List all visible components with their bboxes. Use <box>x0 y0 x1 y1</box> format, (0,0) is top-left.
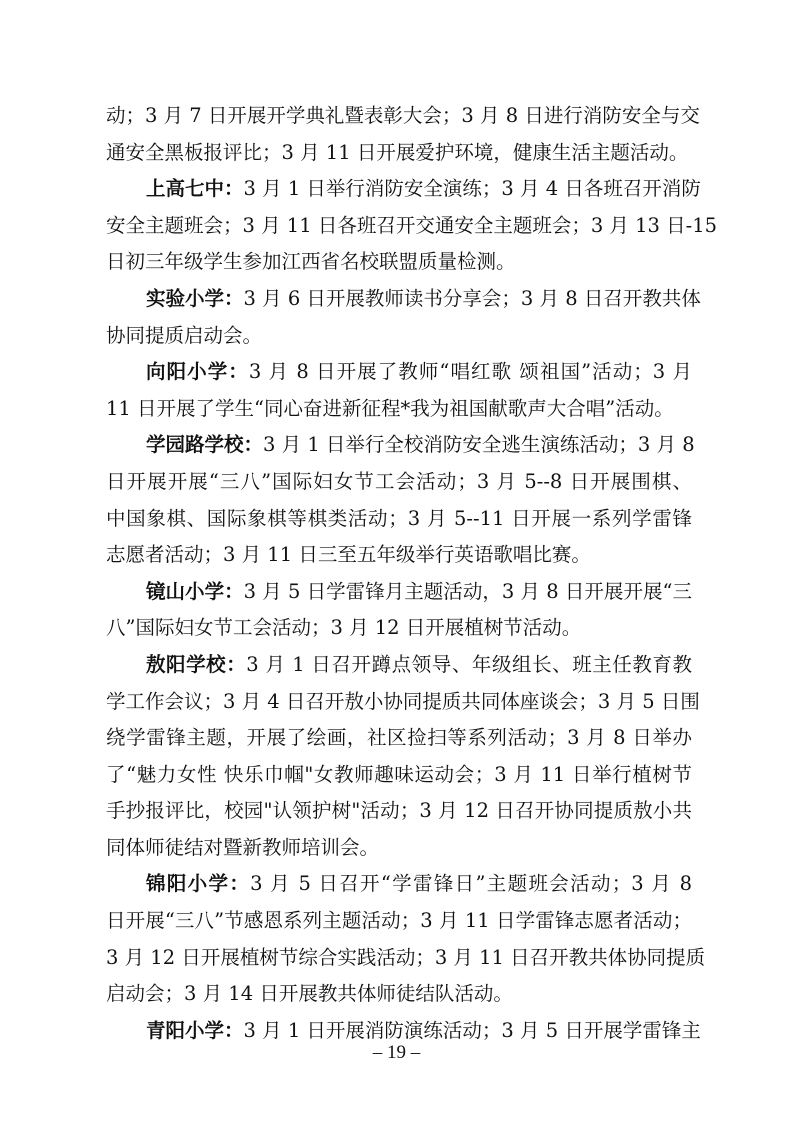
text-line <box>106 98 700 135</box>
text-line <box>106 354 692 391</box>
text-line <box>106 427 695 464</box>
text-line <box>106 684 700 721</box>
line-text: 了“魅力女性 快乐巾帼"女教师趣味运动会；3 月 11 日举行植树节 <box>106 762 692 786</box>
line-text: 3 月 1 日举行消防安全演练；3 月 4 日各班召开消防 <box>243 177 701 201</box>
line-text: 日开展“三八”节感恩系列主题活动；3 月 11 日学雷锋志愿者活动； <box>106 909 692 933</box>
school-name: 实验小学： <box>146 286 244 310</box>
line-text: 同体师徒结对暨新教师培训会。 <box>106 835 380 859</box>
text-line <box>106 391 692 428</box>
text-line <box>106 464 692 501</box>
text-line <box>106 318 692 355</box>
line-text: 通安全黑板报评比；3 月 11 日开展爱护环境，健康生活主题活动。 <box>106 140 689 164</box>
text-line <box>106 171 701 208</box>
text-line <box>106 208 718 245</box>
line-text: 中国象棋、国际象棋等棋类活动；3 月 5--11 日开展一系列学雷锋 <box>106 506 692 530</box>
line-text: 日开展开展“三八”国际妇女节工会活动；3 月 5--8 日开展围棋、 <box>106 469 692 493</box>
line-text: 启动会；3 月 14 日开展教共体师徒结队活动。 <box>106 982 513 1006</box>
line-text: 3 月 12 日开展植树节综合实践活动；3 月 11 日召开教共体协同提质 <box>106 945 706 969</box>
line-text: 3 月 8 日开展了教师“唱红歌 颂祖国”活动；3 月 <box>248 360 692 384</box>
line-text: 3 月 1 日召开蹲点领导、年级组长、班主任教育教 <box>246 652 692 676</box>
text-line <box>106 866 692 903</box>
line-text: 3 月 5 日召开“学雷锋日”主题班会活动；3 月 8 <box>250 872 692 896</box>
line-text: 安全主题班会；3 月 11 日各班召开交通安全主题班会；3 月 13 日-15 <box>106 213 718 237</box>
line-text: 3 月 6 日开展教师读书分享会；3 月 8 日召开教共体 <box>243 286 701 310</box>
body-text <box>106 98 718 1049</box>
line-text: 3 月 5 日学雷锋月主题活动，3 月 8 日开展开展“三 <box>243 579 692 603</box>
line-text: 3 月 1 日举行全校消防安全逃生演练活动；3 月 8 <box>263 433 695 457</box>
line-text: 3 月 1 日开展消防演练活动；3 月 5 日开展学雷锋主 <box>243 1018 701 1042</box>
text-line <box>106 610 692 647</box>
school-name: 学园路学校： <box>146 433 264 457</box>
line-text: 协同提质启动会。 <box>106 323 263 347</box>
line-text: 11 日开展了学生“同心奋进新征程*我为祖国献歌声大合唱”活动。 <box>106 396 674 420</box>
page-number: – 19 – <box>372 1042 421 1063</box>
line-text: 学工作会议；3 月 4 日召开敖小协同提质共同体座谈会；3 月 5 日围 <box>106 689 700 713</box>
school-name: 青阳小学： <box>146 1018 244 1042</box>
line-text: 绕学雷锋主题，开展了绘画，社区捡扫等系列活动；3 月 8 日举办 <box>106 726 692 750</box>
school-name: 锦阳小学： <box>146 872 251 896</box>
line-text: 手抄报评比，校园"认领护树"活动；3 月 12 日召开协同提质敖小共 <box>106 799 692 823</box>
text-line <box>106 903 692 940</box>
school-name: 上高七中： <box>146 177 244 201</box>
text-line <box>106 244 692 281</box>
text-line <box>106 574 692 611</box>
school-name: 镜山小学： <box>146 579 244 603</box>
line-text: 志愿者活动；3 月 11 日三至五年级举行英语歌唱比赛。 <box>106 543 591 567</box>
school-name: 向阳小学： <box>146 360 249 384</box>
school-name: 敖阳学校： <box>146 652 247 676</box>
text-line <box>106 940 706 977</box>
text-line <box>106 135 692 172</box>
text-line <box>106 793 692 830</box>
text-line <box>106 830 692 867</box>
line-text: 日初三年级学生参加江西省名校联盟质量检测。 <box>106 250 516 274</box>
text-line <box>106 757 692 794</box>
text-line <box>106 976 692 1013</box>
text-line <box>106 281 701 318</box>
text-line <box>106 720 692 757</box>
text-line <box>106 537 692 574</box>
line-text: 八”国际妇女节工会活动；3 月 12 日开展植树节活动。 <box>106 616 582 640</box>
line-text: 动；3 月 7 日开展开学典礼暨表彰大会；3 月 8 日进行消防安全与交 <box>106 104 700 127</box>
text-line <box>106 647 692 684</box>
text-line <box>106 501 692 538</box>
